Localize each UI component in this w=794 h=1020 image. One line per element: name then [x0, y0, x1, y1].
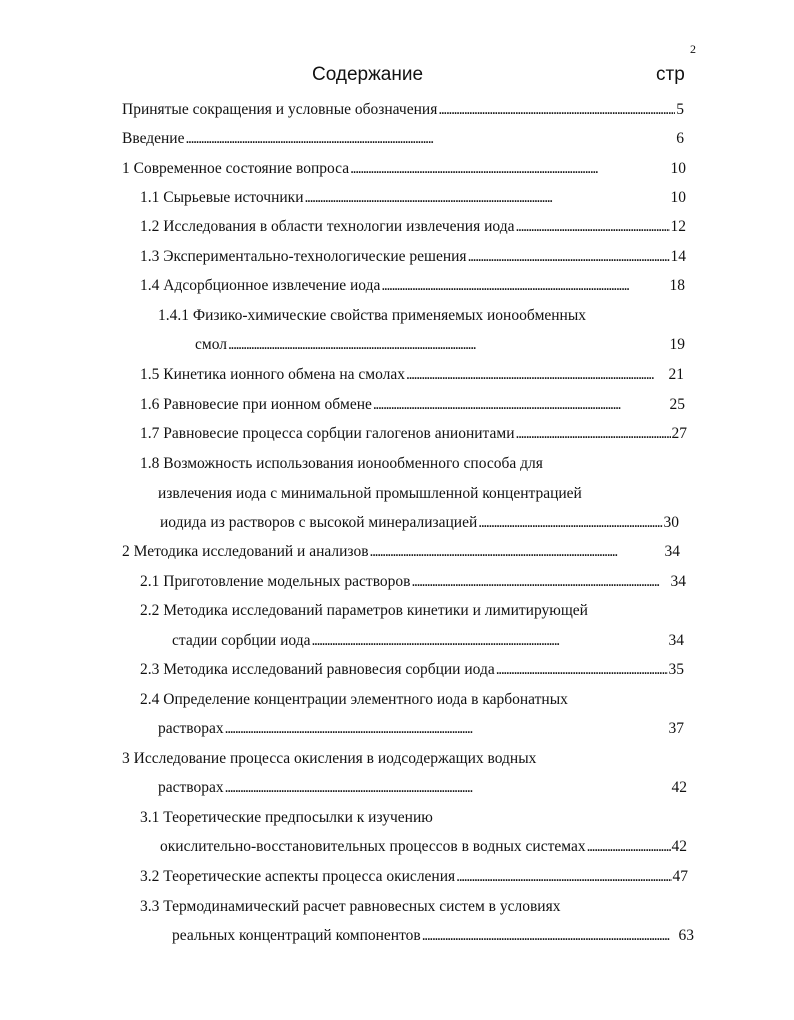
page-title: Содержание — [312, 64, 424, 85]
toc-entry-title-continued: окислительно-восстановительных процессов в водных системах — [160, 838, 586, 855]
toc-entry[interactable] — [172, 630, 684, 652]
leader-dots — [478, 512, 662, 534]
toc-entry[interactable] — [140, 246, 686, 268]
toc-entry-title-continued: растворах — [158, 779, 224, 796]
toc-entry-title-continued: извлечения иода с минимальной промышленной концентрацией — [158, 485, 582, 502]
toc-entry[interactable] — [140, 866, 688, 888]
leader-dots — [468, 246, 670, 268]
toc-entry-page: 42 — [671, 838, 687, 855]
leader-dots — [381, 275, 668, 297]
toc-entry[interactable] — [172, 925, 694, 947]
toc-entry-title-continued: растворах — [158, 720, 224, 737]
toc-entry-page: 37 — [668, 720, 684, 737]
leader-dots — [305, 187, 670, 209]
toc-entry-title-continued: реальных концентраций компонентов — [172, 927, 421, 944]
leader-dots — [225, 718, 668, 740]
toc-entry-page: 35 — [668, 661, 684, 678]
toc-entry-page: 34 — [664, 543, 680, 560]
toc-entry[interactable] — [122, 158, 686, 180]
toc-entry-title: 1.7 Равновесие процесса сорбции галогенов анионитами — [140, 425, 515, 442]
toc-entry-page: 34 — [668, 632, 684, 649]
leader-dots — [496, 659, 668, 681]
toc-entry[interactable] — [140, 659, 684, 681]
toc-entry-title: 1 Современное состояние вопроса — [122, 160, 350, 177]
leader-dots — [422, 925, 678, 947]
toc-entry-title[interactable]: 3 Исследование процесса окисления в иодсодержащих водных — [122, 750, 537, 767]
toc-entry-page: 25 — [669, 396, 685, 413]
toc-entry[interactable] — [160, 512, 679, 534]
toc-entry-title: 2.3 Методика исследований равновесия сорбции иода — [140, 661, 495, 678]
toc-entry-title-continued: иодида из растворов с высокой минерализацией — [160, 514, 478, 531]
toc-entry-title: 1.2 Исследования в области технологии извлечения иода — [140, 218, 515, 235]
toc-entry[interactable] — [140, 423, 687, 445]
toc-entry[interactable] — [140, 394, 685, 416]
leader-dots — [411, 571, 669, 593]
toc-entry-page: 14 — [670, 248, 686, 265]
toc-entry-page: 42 — [671, 779, 687, 796]
toc-entry[interactable] — [140, 187, 686, 209]
toc-entry-title[interactable]: 2.2 Методика исследований параметров кинетики и лимитирующей — [140, 602, 588, 619]
toc-entry-title: 2.1 Приготовление модельных растворов — [140, 573, 411, 590]
toc-entry-title: 1.6 Равновесие при ионном обмене — [140, 396, 372, 413]
toc-entry-title: 1.3 Экспериментально-технологические решения — [140, 248, 467, 265]
toc-entry-page: 27 — [671, 425, 687, 442]
toc-entry-title[interactable]: 1.8 Возможность использования ионообменного способа для — [140, 455, 543, 472]
leader-dots — [225, 777, 671, 799]
toc-entry-page: 30 — [663, 514, 679, 531]
toc-entry-title: 1.4 Адсорбционное извлечение иода — [140, 277, 381, 294]
toc-entry-page: 12 — [670, 218, 686, 235]
toc-entry-title: Введение — [122, 130, 185, 147]
toc-entry-page: 21 — [668, 366, 684, 383]
toc-entry-title[interactable]: 2.4 Определение концентрации элементного иода в карбонатных — [140, 691, 568, 708]
leader-dots — [311, 630, 667, 652]
leader-dots — [516, 423, 671, 445]
toc-entry-title: 3.2 Теоретические аспекты процесса окисления — [140, 868, 456, 885]
leader-dots — [373, 394, 669, 416]
toc-entry-title-continued: смол — [195, 336, 227, 353]
toc-entry-page: 47 — [672, 868, 688, 885]
toc-entry-page: 6 — [676, 130, 684, 147]
leader-dots — [228, 334, 669, 356]
toc-entry-title: 2 Методика исследований и анализов — [122, 543, 369, 560]
toc-entry[interactable] — [140, 275, 685, 297]
page-column-label: стр — [656, 64, 685, 85]
toc-entry-page: 34 — [670, 573, 686, 590]
toc-entry[interactable] — [140, 216, 686, 238]
toc-entry-page: 63 — [678, 927, 694, 944]
leader-dots — [185, 128, 675, 150]
toc-entry-title: Принятые сокращения и условные обозначения — [122, 101, 438, 118]
leader-dots — [406, 364, 667, 386]
toc-entry-title: 1.1 Сырьевые источники — [140, 189, 304, 206]
toc-entry[interactable] — [122, 541, 680, 563]
toc-entry[interactable] — [158, 777, 687, 799]
toc-entry[interactable] — [140, 571, 686, 593]
toc-entry[interactable] — [195, 334, 685, 356]
leader-dots — [370, 541, 664, 563]
leader-dots — [350, 158, 669, 180]
leader-dots — [587, 836, 671, 858]
toc-entry-page: 10 — [670, 189, 686, 206]
toc-entry-page: 18 — [669, 277, 685, 294]
toc-entry-page: 10 — [670, 160, 686, 177]
toc-entry[interactable] — [158, 718, 684, 740]
toc-entry-page: 19 — [669, 336, 685, 353]
toc-entry-title-continued: стадии сорбции иода — [172, 632, 311, 649]
toc-entry[interactable] — [122, 99, 684, 121]
page-number: 2 — [690, 42, 696, 56]
leader-dots — [438, 99, 675, 121]
toc-entry[interactable] — [160, 836, 687, 858]
toc-entry-title[interactable]: 3.1 Теоретические предпосылки к изучению — [140, 809, 433, 826]
toc-entry-page: 5 — [676, 101, 684, 118]
toc-entry[interactable] — [140, 364, 684, 386]
toc-entry-title: 1.5 Кинетика ионного обмена на смолах — [140, 366, 406, 383]
toc-entry-title[interactable]: 3.3 Термодинамический расчет равновесных систем в условиях — [140, 898, 561, 915]
toc-entry-title[interactable]: 1.4.1 Физико-химические свойства применяемых ионообменных — [158, 307, 587, 324]
leader-dots — [456, 866, 671, 888]
toc-entry[interactable] — [122, 128, 684, 150]
leader-dots — [515, 216, 669, 238]
